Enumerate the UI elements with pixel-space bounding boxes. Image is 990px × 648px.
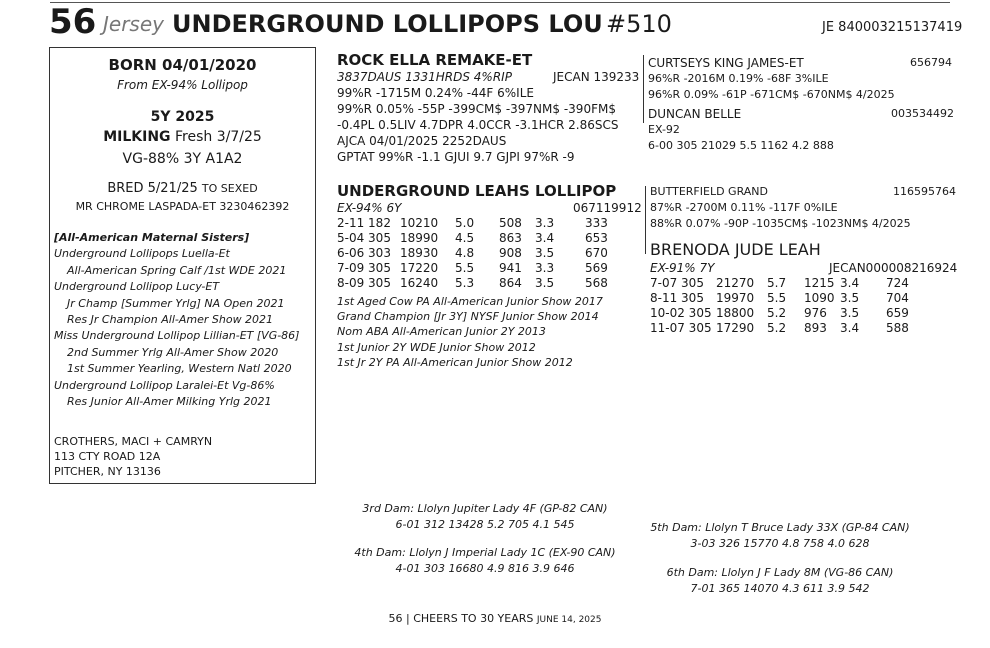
fifth-dam bbox=[640, 521, 920, 550]
record-cell: 3.3 bbox=[535, 216, 555, 230]
record-cell: 10210 bbox=[400, 216, 439, 230]
fifth-dam-record: 3-03 326 15770 4.8 758 4.0 628 bbox=[690, 537, 870, 550]
record-cell: 5-04 305 bbox=[337, 231, 391, 245]
dam-award: 1st Jr 2Y PA All-American Junior Show 2012 bbox=[337, 355, 573, 369]
record-cell: 908 bbox=[499, 246, 522, 260]
sixth-dam-title: 6th Dam: Llolyn J F Lady 8M (VG-86 CAN) bbox=[666, 566, 894, 579]
record-cell: 3.4 bbox=[840, 276, 860, 290]
record-cell: 569 bbox=[585, 261, 608, 275]
sire-sire-id: 656794 bbox=[910, 56, 952, 69]
record-cell: 2-11 182 bbox=[337, 216, 391, 230]
sire-line-3: 99%R 0.05% -55P -399CM$ -397NM$ -390FM$ bbox=[337, 102, 616, 116]
dam-dam-score: EX-91% 7Y bbox=[650, 261, 715, 275]
record-cell: 5.7 bbox=[767, 276, 787, 290]
sister-name: Underground Lollipop Lucy-ET bbox=[54, 280, 220, 294]
dam-dam-name: BRENODA JUDE LEAH bbox=[650, 240, 821, 259]
record-cell: 5.2 bbox=[767, 321, 787, 335]
record-cell: 5.2 bbox=[767, 306, 787, 320]
dam-records-table bbox=[337, 216, 625, 291]
registration-id: JE 840003215137419 bbox=[822, 20, 963, 35]
sister-award: Res Jr Champion All-Amer Show 2021 bbox=[67, 313, 274, 326]
record-cell: 704 bbox=[886, 291, 909, 305]
fourth-dam bbox=[345, 546, 625, 575]
sister-name: Underground Lollipops Luella-Et bbox=[54, 247, 230, 261]
classification-score: VG-88% 3Y A1A2 bbox=[122, 151, 243, 167]
cow-name: UNDERGROUND LOLLIPOPS LOU bbox=[172, 10, 603, 38]
third-dam bbox=[345, 502, 625, 531]
record-cell: 893 bbox=[804, 321, 827, 335]
record-cell: 3.5 bbox=[535, 276, 555, 290]
sire-dam-name: DUNCAN BELLE bbox=[648, 107, 742, 121]
record-cell: 333 bbox=[585, 216, 608, 230]
fourth-dam-record: 4-01 303 16680 4.9 816 3.9 646 bbox=[395, 562, 575, 575]
record-cell: 3.4 bbox=[840, 321, 860, 335]
record-cell: 568 bbox=[585, 276, 608, 290]
record-cell: 7-09 305 bbox=[337, 261, 391, 275]
record-cell: 17220 bbox=[400, 261, 439, 275]
dam-award: 1st Junior 2Y WDE Junior Show 2012 bbox=[337, 340, 536, 354]
record-cell: 5.0 bbox=[455, 216, 475, 230]
record-cell: 10-02 305 bbox=[650, 306, 712, 320]
sire-dam-id: 003534492 bbox=[891, 107, 954, 120]
top-rule bbox=[50, 2, 950, 3]
hash-number: #510 bbox=[606, 10, 672, 38]
dam-dam-records-table bbox=[650, 276, 926, 336]
record-cell: 5.5 bbox=[767, 291, 787, 305]
record-cell: 8-09 305 bbox=[337, 276, 391, 290]
born-date: BORN 04/01/2020 bbox=[108, 56, 257, 74]
record-cell: 3.5 bbox=[840, 291, 860, 305]
record-cell: 18800 bbox=[716, 306, 755, 320]
publication-date: JUNE 14, 2025 bbox=[536, 615, 602, 625]
record-cell: 5.3 bbox=[455, 276, 475, 290]
dam-name: UNDERGROUND LEAHS LOLLIPOP bbox=[337, 182, 617, 200]
breed-label: Jersey bbox=[103, 12, 164, 36]
record-cell: 4.5 bbox=[455, 231, 475, 245]
sixth-dam-record: 7-01 365 14070 4.3 611 3.9 542 bbox=[690, 582, 870, 595]
record-cell: 3.5 bbox=[840, 306, 860, 320]
sire-sire-line-2: 96%R 0.09% -61P -671CM$ -670NM$ 4/2025 bbox=[648, 88, 895, 101]
sire-name: ROCK ELLA REMAKE-ET bbox=[337, 51, 533, 69]
milking-value: Fresh 3/7/25 bbox=[175, 129, 262, 145]
bred-to: TO SEXED bbox=[201, 182, 258, 195]
sire-line-6: GPTAT 99%R -1.1 GJUI 9.7 GJPI 97%R -9 bbox=[337, 150, 575, 164]
sire-id: JECAN 139233 bbox=[553, 70, 640, 84]
record-row bbox=[337, 246, 625, 261]
dam-dam-id: JECAN000008216924 bbox=[829, 261, 958, 275]
age-year: 5Y 2025 bbox=[150, 109, 215, 125]
dam-award: Nom ABA All-American Junior 2Y 2013 bbox=[337, 325, 546, 339]
record-cell: 3.4 bbox=[535, 231, 555, 245]
record-cell: 17290 bbox=[716, 321, 755, 335]
record-cell: 659 bbox=[886, 306, 909, 320]
sister-award: Jr Champ [Summer Yrlg] NA Open 2021 bbox=[67, 296, 285, 310]
sire-dam-score: EX-92 bbox=[648, 123, 680, 136]
cow-info-box bbox=[49, 47, 316, 484]
dam-award: 1st Aged Cow PA All-American Junior Show 2017 bbox=[337, 295, 603, 308]
record-cell: 1090 bbox=[804, 291, 835, 305]
from-dam: From EX-94% Lollipop bbox=[117, 78, 248, 92]
milking-status bbox=[50, 129, 315, 145]
record-cell: 21270 bbox=[716, 276, 755, 290]
bred-date: BRED 5/21/25 bbox=[107, 181, 198, 196]
record-cell: 653 bbox=[585, 231, 608, 245]
dam-id: 067119912 bbox=[573, 201, 642, 215]
consignor-address: 113 CTY ROAD 12A bbox=[54, 450, 161, 463]
page-footer bbox=[0, 612, 990, 625]
sire-dam-record: 6-00 305 21029 5.5 1162 4.2 888 bbox=[648, 139, 834, 152]
sire-bracket bbox=[643, 55, 644, 123]
record-cell: 3.5 bbox=[535, 246, 555, 260]
footer-separator: | bbox=[406, 612, 410, 625]
sister-award: 2nd Summer Yrlg All-Amer Show 2020 bbox=[67, 345, 279, 359]
record-cell: 670 bbox=[585, 246, 608, 260]
sister-name: Miss Underground Lollipop Lillian-ET [VG-86] bbox=[54, 329, 300, 343]
record-cell: 5.5 bbox=[455, 261, 475, 275]
dam-bracket bbox=[645, 186, 646, 254]
sixth-dam bbox=[640, 566, 920, 595]
record-cell: 941 bbox=[499, 261, 522, 275]
dam-score: EX-94% 6Y bbox=[337, 201, 402, 215]
sire-line-4: -0.4PL 0.5LIV 4.7DPR 4.0CCR -3.1HCR 2.86SCS bbox=[337, 118, 619, 132]
sister-award: 1st Summer Yearling, Western Natl 2020 bbox=[67, 362, 292, 376]
sire-sire-line-1: 96%R -2016M 0.19% -68F 3%ILE bbox=[648, 72, 829, 85]
publication-title: CHEERS TO 30 YEARS bbox=[413, 612, 534, 625]
fourth-dam-title: 4th Dam: Llolyn J Imperial Lady 1C (EX-90 CAN) bbox=[354, 546, 616, 559]
page-number: 56 bbox=[388, 612, 403, 625]
sister-award: Res Junior All-Amer Milking Yrlg 2021 bbox=[67, 395, 272, 408]
bred-info bbox=[50, 181, 315, 196]
dam-sire-id: 116595764 bbox=[893, 185, 956, 198]
record-cell: 7-07 305 bbox=[650, 276, 704, 290]
record-cell: 4.8 bbox=[455, 246, 475, 260]
record-cell: 16240 bbox=[400, 276, 439, 290]
record-cell: 864 bbox=[499, 276, 522, 290]
fifth-dam-title: 5th Dam: Llolyn T Bruce Lady 33X (GP-84 CAN) bbox=[650, 521, 910, 534]
record-cell: 1215 bbox=[804, 276, 835, 290]
record-cell: 11-07 305 bbox=[650, 321, 712, 335]
record-cell: 976 bbox=[804, 306, 827, 320]
record-row bbox=[650, 306, 926, 321]
record-cell: 724 bbox=[886, 276, 909, 290]
record-row bbox=[650, 276, 926, 291]
lot-number: 56 bbox=[49, 2, 97, 42]
sire-line-1: 3837DAUS 1331HRDS 4%RIP bbox=[337, 70, 512, 84]
sister-award: All-American Spring Calf /1st WDE 2021 bbox=[67, 263, 287, 277]
milking-label: MILKING bbox=[103, 129, 171, 145]
record-row bbox=[650, 321, 926, 336]
bred-sire: MR CHROME LASPADA-ET 3230462392 bbox=[75, 200, 290, 213]
third-dam-record: 6-01 312 13428 5.2 705 4.1 545 bbox=[395, 518, 575, 531]
consignor-city: PITCHER, NY 13136 bbox=[54, 465, 161, 478]
record-cell: 863 bbox=[499, 231, 522, 245]
record-row bbox=[337, 261, 625, 276]
record-cell: 18930 bbox=[400, 246, 439, 260]
record-cell: 588 bbox=[886, 321, 909, 335]
record-cell: 18990 bbox=[400, 231, 439, 245]
sister-name: [All-American Maternal Sisters] bbox=[54, 231, 250, 244]
consignor-name: CROTHERS, MACI + CAMRYN bbox=[54, 435, 213, 448]
record-cell: 19970 bbox=[716, 291, 755, 305]
sire-line-5: AJCA 04/01/2025 2252DAUS bbox=[337, 134, 507, 148]
dam-sire-line-2: 88%R 0.07% -90P -1035CM$ -1023NM$ 4/2025 bbox=[650, 217, 911, 230]
dam-sire-line-1: 87%R -2700M 0.11% -117F 0%ILE bbox=[650, 201, 838, 214]
record-row bbox=[650, 291, 926, 306]
dam-award: Grand Champion [Jr 3Y] NYSF Junior Show 2014 bbox=[337, 310, 599, 324]
record-row bbox=[337, 276, 625, 291]
record-cell: 8-11 305 bbox=[650, 291, 704, 305]
record-row bbox=[337, 231, 625, 246]
record-cell: 6-06 303 bbox=[337, 246, 391, 260]
third-dam-title: 3rd Dam: Llolyn Jupiter Lady 4F (GP-82 CAN) bbox=[362, 502, 608, 515]
sister-name: Underground Lollipop Laralei-Et Vg-86% bbox=[54, 378, 275, 392]
dam-sire-name: BUTTERFIELD GRAND bbox=[650, 185, 768, 198]
record-cell: 3.3 bbox=[535, 261, 555, 275]
record-row bbox=[337, 216, 625, 231]
sire-sire-name: CURTSEYS KING JAMES-ET bbox=[648, 56, 804, 70]
sire-line-2: 99%R -1715M 0.24% -44F 6%ILE bbox=[337, 86, 534, 100]
record-cell: 508 bbox=[499, 216, 522, 230]
